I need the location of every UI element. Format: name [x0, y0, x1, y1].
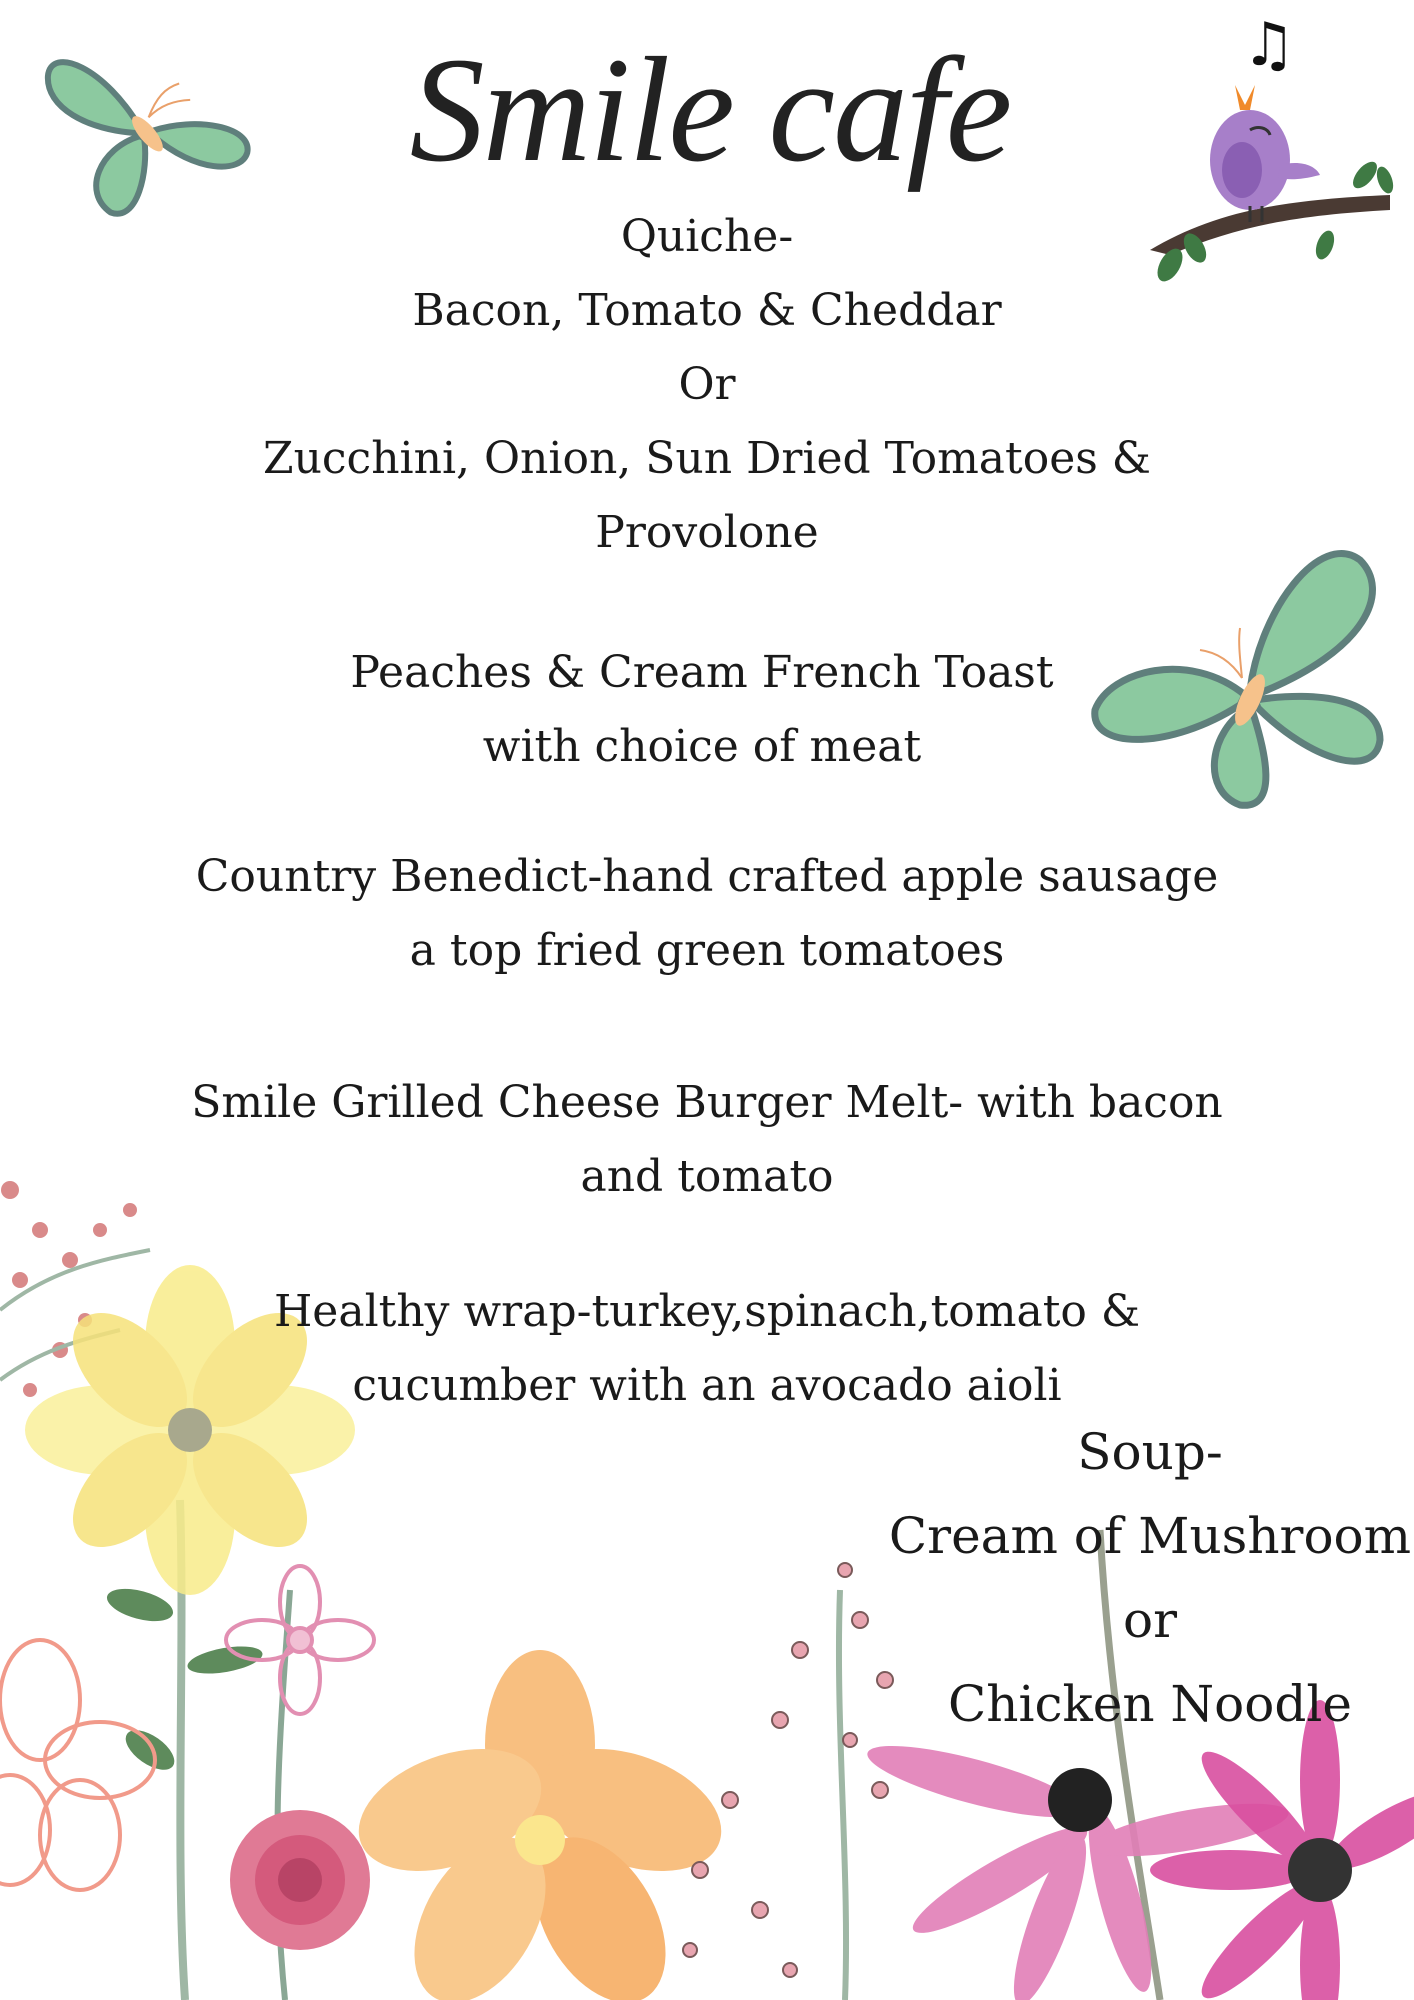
soup-option-1: Cream of Mushroom	[888, 1507, 1412, 1565]
benedict-line-2: a top fried green tomatoes	[409, 925, 1005, 976]
quiche-heading: Quiche-	[620, 211, 794, 262]
menu-item-french-toast	[302, 636, 1102, 784]
music-note-icon: ♫	[1242, 10, 1296, 80]
menu-item-benedict	[157, 840, 1257, 988]
butterfly-icon	[1090, 530, 1390, 810]
soup-heading: Soup-	[1077, 1423, 1223, 1481]
soup-option-2: Chicken Noodle	[948, 1675, 1352, 1733]
quiche-option-2-line-1: Zucchini, Onion, Sun Dried Tomatoes &	[263, 433, 1151, 484]
burger-line-2: and tomato	[580, 1151, 834, 1202]
soup-or: or	[1122, 1591, 1177, 1649]
quiche-option-2-line-2: Provolone	[595, 507, 819, 558]
bird-on-branch-icon	[1150, 10, 1400, 280]
french-toast-line-2: with choice of meat	[482, 721, 922, 772]
butterfly-icon	[45, 20, 250, 220]
menu-item-wrap	[207, 1275, 1207, 1423]
quiche-or: Or	[678, 359, 736, 410]
menu-item-burger	[157, 1066, 1257, 1214]
burger-line-1: Smile Grilled Cheese Burger Melt- with bacon	[191, 1077, 1223, 1128]
wrap-line-1: Healthy wrap-turkey,spinach,tomato &	[273, 1286, 1141, 1337]
menu-item-quiche	[257, 200, 1157, 570]
wrap-line-2: cucumber with an avocado aioli	[352, 1360, 1062, 1411]
menu-item-soup	[880, 1410, 1414, 1746]
french-toast-line-1: Peaches & Cream French Toast	[350, 647, 1054, 698]
page-title: Smile cafe	[409, 27, 1011, 193]
quiche-option-1: Bacon, Tomato & Cheddar	[412, 285, 1002, 336]
benedict-line-1: Country Benedict-hand crafted apple sausage	[195, 851, 1219, 902]
